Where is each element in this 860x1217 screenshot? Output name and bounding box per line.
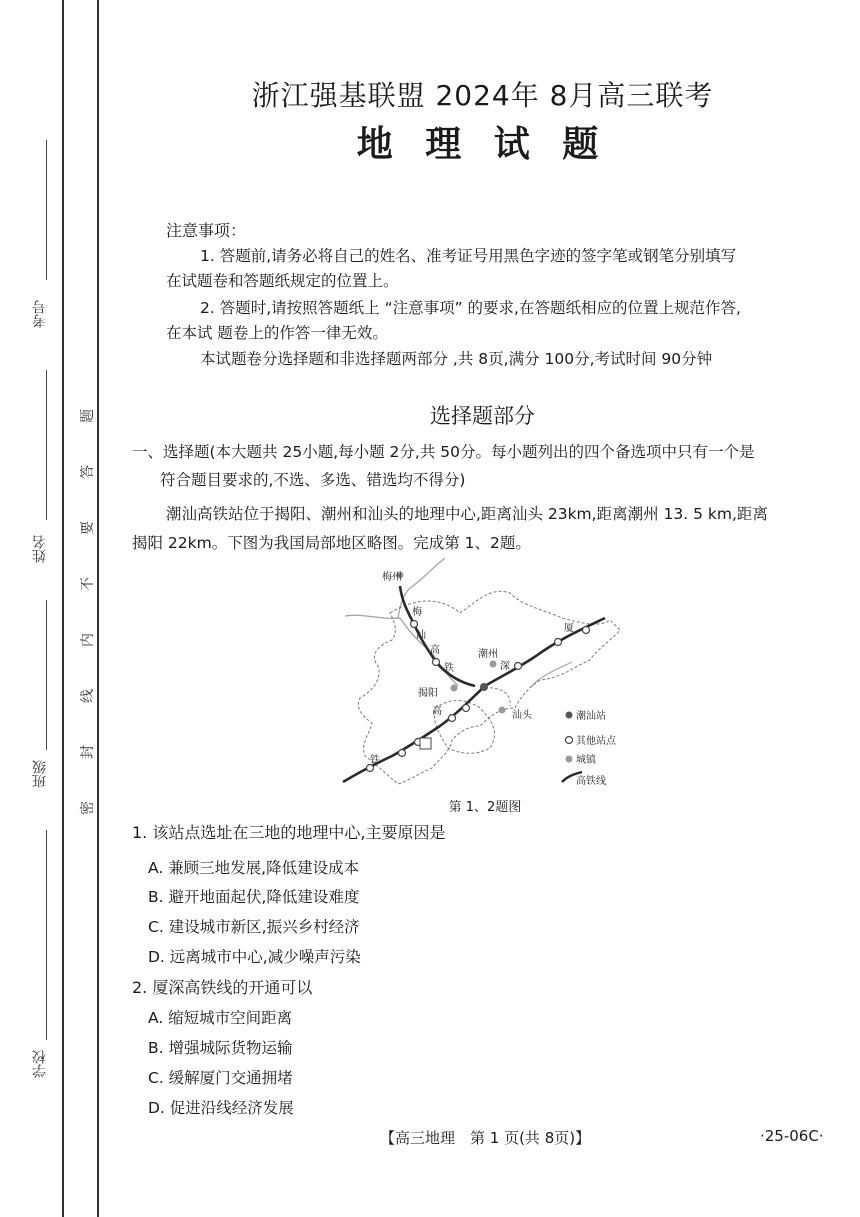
town-marker bbox=[499, 707, 506, 714]
other-station-marker bbox=[515, 663, 522, 670]
line-char: 高 bbox=[432, 706, 442, 717]
railway-meishan bbox=[400, 586, 475, 686]
line-char: 高 bbox=[430, 645, 440, 656]
other-station-marker bbox=[555, 639, 562, 646]
seal-char-8: 密 bbox=[80, 801, 96, 815]
chaozhou-label: 潮州 bbox=[478, 649, 498, 660]
section-intro-line-1: 一、选择题(本大题共 25小题,每小题 2分,共 50分。每小题列出的四个备选项中只有一个是 bbox=[132, 443, 755, 461]
question-1-stem: 1. 该站点选址在三地的地理中心,主要原因是 bbox=[132, 823, 446, 842]
legend-chaoshan-marker bbox=[566, 712, 573, 719]
question-2-option-a[interactable]: A. 缩短城市空间距离 bbox=[148, 1009, 293, 1027]
legend-chaoshan-label: 潮汕站 bbox=[576, 711, 606, 722]
notice-heading: 注意事项： bbox=[166, 221, 247, 240]
passage-line-1: 潮汕高铁站位于揭阳、潮州和汕头的地理中心,距离汕头 23km,距离潮州 13. 5 km,距离 bbox=[166, 505, 768, 523]
seal-char-6: 线 bbox=[80, 689, 96, 703]
class-field[interactable] bbox=[46, 600, 47, 750]
page-footer: 【高三地理 第 1 页(共 8页)】 bbox=[380, 1129, 591, 1147]
class-label: 班级 bbox=[32, 760, 48, 788]
question-1-option-a[interactable]: A. 兼顾三地发展,降低建设成本 bbox=[148, 859, 360, 877]
seal-char-1: 题 bbox=[80, 409, 96, 423]
question-2-option-d[interactable]: D. 促进沿线经济发展 bbox=[148, 1099, 294, 1117]
notice-line-4: 在本试 题卷上的作答一律无效。 bbox=[166, 324, 388, 342]
legend-railway-label: 高铁线 bbox=[576, 776, 606, 787]
passage-line-2: 揭阳 22km。下图为我国局部地区略图。完成第 1、2题。 bbox=[132, 534, 531, 552]
binding-line-outer bbox=[62, 0, 64, 1217]
question-1-option-c[interactable]: C. 建设城市新区,振兴乡村经济 bbox=[148, 918, 360, 936]
other-station-marker bbox=[583, 627, 590, 634]
seal-char-7: 封 bbox=[80, 745, 96, 759]
regional-map bbox=[340, 558, 630, 798]
other-station-marker bbox=[399, 750, 406, 757]
other-station-marker bbox=[449, 715, 456, 722]
notice-line-5: 本试题卷分选择题和非选择题两部分 ,共 8页,满分 100分,考试时间 90分钟 bbox=[200, 350, 713, 368]
chaoshan-station-marker bbox=[480, 683, 488, 691]
other-station-marker bbox=[411, 621, 418, 628]
school-field[interactable] bbox=[46, 830, 47, 1040]
question-2-stem: 2. 厦深高铁线的开通可以 bbox=[132, 978, 313, 997]
question-2-option-b[interactable]: B. 增强城际货物运输 bbox=[148, 1039, 293, 1057]
exam-number-label: 考号 bbox=[32, 300, 48, 328]
line-char: 铁 bbox=[370, 755, 380, 766]
map-box-marker bbox=[420, 738, 431, 749]
seal-char-2: 答 bbox=[80, 465, 96, 479]
section-title: 选择题部分 bbox=[430, 404, 535, 428]
river bbox=[530, 662, 572, 688]
legend-town-marker bbox=[566, 756, 573, 763]
binding-line-inner bbox=[97, 0, 99, 1217]
shantou-label: 汕头 bbox=[512, 710, 532, 721]
name-label: 姓名 bbox=[32, 535, 48, 563]
notice-line-2: 在试题卷和答题纸规定的位置上。 bbox=[166, 272, 399, 290]
line-char: 铁 bbox=[444, 663, 454, 674]
section-intro-line-2: 符合题目要求的,不选、多选、错选均不得分) bbox=[160, 471, 466, 489]
railway-xiashen bbox=[343, 618, 605, 782]
question-1-option-d[interactable]: D. 远离城市中心,减少噪声污染 bbox=[148, 948, 361, 966]
line-char: 汕 bbox=[416, 630, 426, 641]
jieyang-label: 揭阳 bbox=[418, 688, 438, 699]
legend-other-station-label: 其他站点 bbox=[576, 736, 616, 747]
name-field[interactable] bbox=[46, 370, 47, 520]
line-char: 深 bbox=[500, 661, 510, 672]
school-label: 学校 bbox=[32, 1050, 48, 1078]
other-station-marker bbox=[463, 705, 470, 712]
legend-other-station-marker bbox=[566, 737, 573, 744]
question-1-option-b[interactable]: B. 避开地面起伏,降低建设难度 bbox=[148, 888, 360, 906]
town-marker bbox=[490, 661, 497, 668]
notice-line-1: 1. 答题前,请务必将自己的姓名、准考证号用黑色字迹的签字笔或钢笔分别填写 bbox=[200, 247, 737, 265]
other-station-marker bbox=[433, 659, 440, 666]
exam-title: 地 理 试 题 bbox=[356, 124, 609, 165]
seal-char-3: 要 bbox=[80, 521, 96, 535]
legend-town-label: 城镇 bbox=[576, 755, 596, 766]
line-char: 厦 bbox=[564, 623, 574, 634]
line-char: 梅 bbox=[412, 607, 422, 618]
exam-code: ·25-06C· bbox=[760, 1127, 824, 1145]
seal-char-4: 不 bbox=[80, 577, 96, 591]
seal-char-5: 内 bbox=[80, 633, 96, 647]
meizhou-label: 梅州 bbox=[382, 572, 402, 583]
question-2-option-c[interactable]: C. 缓解厦门交通拥堵 bbox=[148, 1069, 293, 1087]
notice-line-3: 2. 答题时,请按照答题纸上 “注意事项” 的要求,在答题纸相应的位置上规范作答, bbox=[200, 299, 741, 317]
town-marker bbox=[451, 685, 458, 692]
map-caption: 第 1、2题图 bbox=[448, 800, 522, 815]
exam-subtitle: 浙江强基联盟 2024年 8月高三联考 bbox=[251, 79, 714, 112]
